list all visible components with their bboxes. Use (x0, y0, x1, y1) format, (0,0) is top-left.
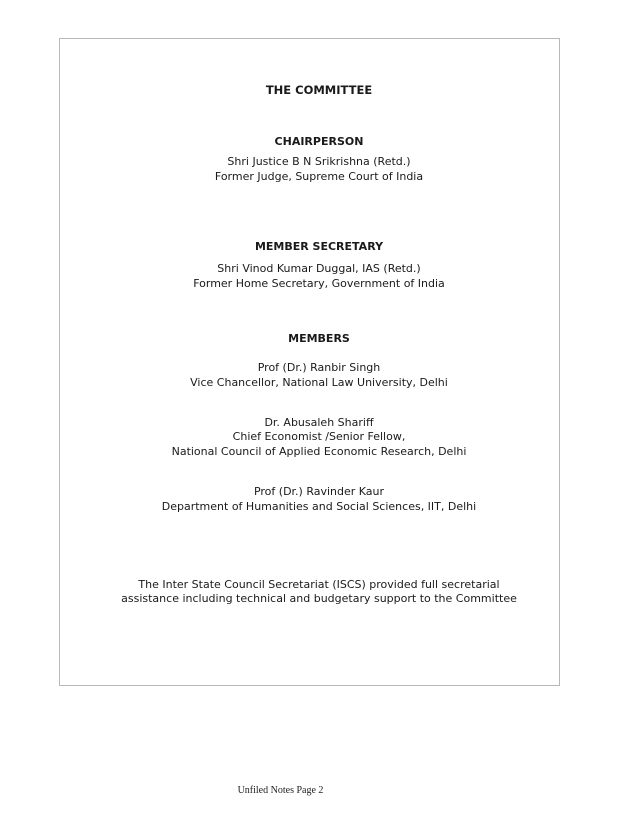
chairperson-name: Shri Justice B N Srikrishna (Retd.) (227, 155, 411, 168)
member-secretary-name: Shri Vinod Kumar Duggal, IAS (Retd.) (217, 262, 421, 275)
member-name: Prof (Dr.) Ranbir Singh (257, 361, 381, 374)
member-role: Department of Humanities and Social Sciences, IIT, Delhi (161, 500, 477, 513)
member-role: Vice Chancellor, National Law University, Delhi (190, 376, 448, 389)
member-secretary-heading: MEMBER SECRETARY (254, 240, 384, 253)
member-name: Dr. Abusaleh Shariff (264, 416, 374, 429)
secretariat-note-line: The Inter State Council Secretariat (ISCS) provided full secretarial (138, 578, 500, 591)
chairperson-role: Former Judge, Supreme Court of India (214, 170, 424, 183)
member-name: Prof (Dr.) Ravinder Kaur (253, 485, 385, 498)
chairperson-heading: CHAIRPERSON (274, 135, 364, 148)
page-footer: Unfiled Notes Page 2 (237, 785, 324, 796)
secretariat-note-line: assistance including technical and budgetary support to the Committee (121, 592, 517, 605)
member-role: National Council of Applied Economic Research, Delhi (171, 445, 467, 458)
member-role: Chief Economist /Senior Fellow, (232, 430, 406, 443)
member-secretary-role: Former Home Secretary, Government of India (193, 277, 445, 290)
page-title: THE COMMITTEE (265, 83, 373, 97)
members-heading: MEMBERS (288, 332, 350, 345)
